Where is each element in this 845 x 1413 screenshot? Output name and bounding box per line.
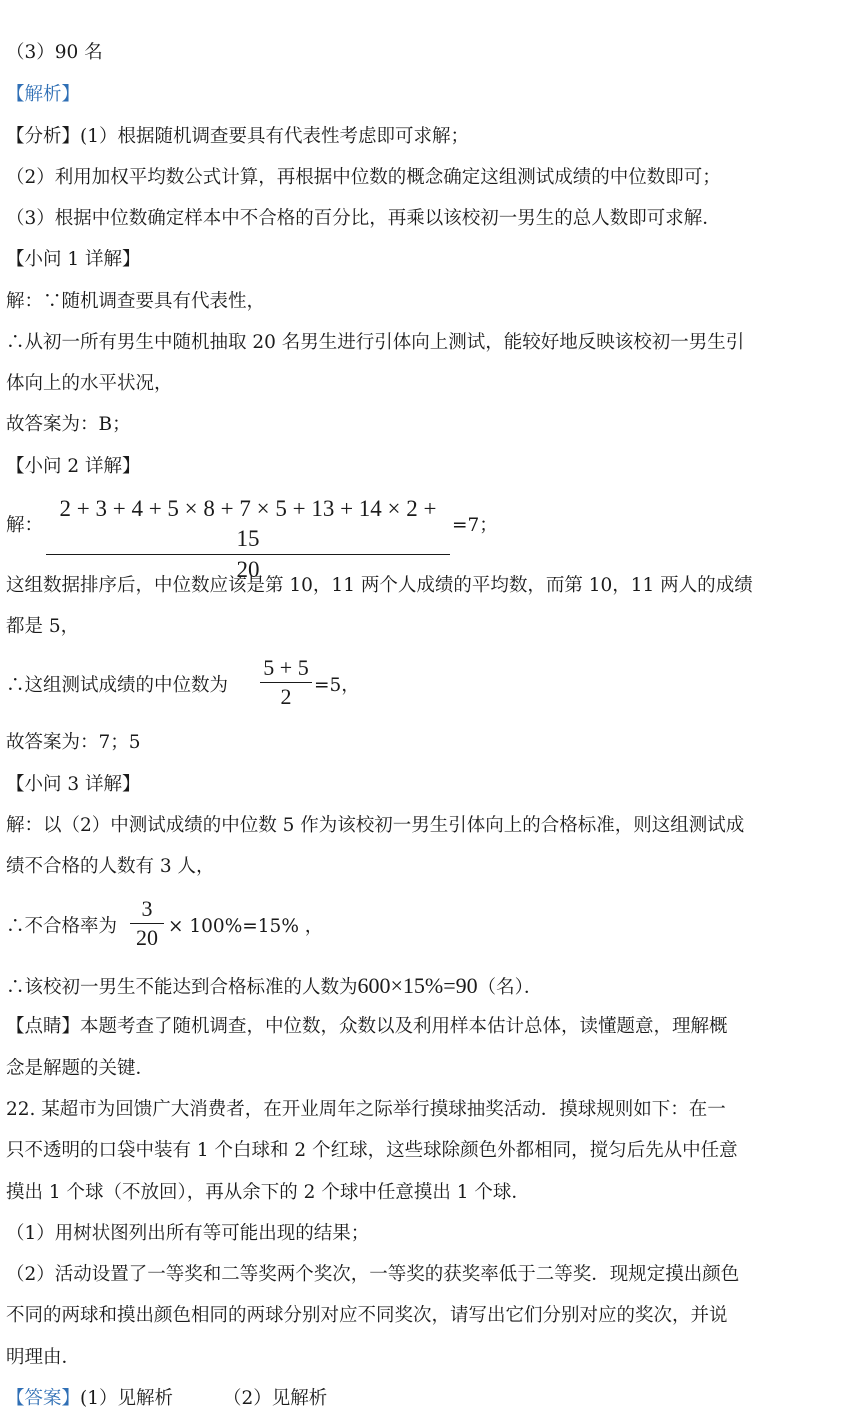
- solution-3-line-1: 解：以（2）中测试成绩的中位数 5 作为该校初一男生引体向上的合格标准，则这组测试成: [6, 815, 745, 836]
- fail-rate-result: × 100%=15% ，: [168, 916, 324, 937]
- answer-tag: 【答案】: [6, 1388, 81, 1409]
- subquestion-2-heading: 【小问 2 详解】: [6, 456, 141, 477]
- solution-2-line-2: 这组数据排序后，中位数应该是第 10，11 两个人成绩的平均数，而第 10，11 两人的成绩: [6, 575, 753, 596]
- analysis-line-3: （3）根据中位数确定样本中不合格的百分比，再乘以该校初一男生的总人数即可求解．: [6, 208, 721, 229]
- question-22-line-1: 22. 某超市为回馈广大消费者，在开业周年之际举行摸球抽奖活动．摸球规则如下：在一: [6, 1099, 726, 1120]
- question-22-line-3: 摸出 1 个球（不放回），再从余下的 2 个球中任意摸出 1 个球．: [6, 1182, 530, 1203]
- fail-rate-denominator: 20: [136, 925, 158, 950]
- mean-fraction: [46, 494, 450, 585]
- median-numerator: 5 + 5: [263, 655, 309, 680]
- solution-1-line-3: 体向上的水平状况，: [6, 373, 173, 394]
- analysis-tag: 【解析】: [6, 84, 81, 105]
- median-prefix: ∴这组测试成绩的中位数为: [6, 675, 229, 696]
- conclusion-math: 600×15%=90: [357, 973, 478, 998]
- solution-2-line-3: 都是 5，: [6, 616, 80, 637]
- question-22-part-2-line-1: （2）活动设置了一等奖和二等奖两个奖次，一等奖的获奖率低于二等奖．现规定摸出颜色: [6, 1264, 740, 1285]
- conclusion-suffix: （名）．: [477, 977, 543, 998]
- conclusion-prefix: ∴该校初一男生不能达到合格标准的人数为: [6, 977, 358, 998]
- answer-part-2: （2）见解析: [223, 1388, 328, 1409]
- answer-part-1: (1）见解析: [80, 1388, 174, 1409]
- analysis-line-2: （2）利用加权平均数公式计算，再根据中位数的概念确定这组测试成绩的中位数即可；: [6, 167, 721, 188]
- solution-2-prefix: 解：: [6, 515, 44, 536]
- question-22-part-2-line-2: 不同的两球和摸出颜色相同的两球分别对应不同奖次，请写出它们分别对应的奖次，并说: [6, 1305, 728, 1326]
- question-22-part-1: （1）用树状图列出所有等可能出现的结果；: [6, 1223, 370, 1244]
- solution-2-answer: 故答案为：7；5: [6, 732, 141, 753]
- fail-rate-fraction: [130, 895, 164, 952]
- median-fraction: [260, 654, 312, 711]
- subquestion-3-heading: 【小问 3 详解】: [6, 774, 141, 795]
- question-22-line-2: 只不透明的口袋中装有 1 个白球和 2 个红球，这些球除颜色外都相同，搅匀后先从中任意: [6, 1140, 738, 1161]
- median-result: =5，: [314, 675, 360, 696]
- solution-3-conclusion: [6, 973, 837, 1001]
- mean-numerator: 2 + 3 + 4 + 5 × 8 + 7 × 5 + 13 + 14 × 2 + 15: [59, 496, 437, 551]
- answer-line-3: （3）90 名: [6, 42, 103, 63]
- answer-line: [6, 1386, 837, 1412]
- solution-1-answer: 故答案为：B；: [6, 414, 131, 435]
- analysis-line-1: 【分析】(1）根据随机调查要具有代表性考虑即可求解；: [6, 126, 469, 147]
- subquestion-1-heading: 【小问 1 详解】: [6, 249, 141, 270]
- question-22-part-2-line-3: 明理由．: [6, 1347, 81, 1368]
- median-denominator: 2: [280, 684, 292, 709]
- comment-line-1: 【点睛】本题考查了随机调查，中位数，众数以及利用样本估计总体，读懂题意，理解概: [6, 1016, 728, 1037]
- mean-denominator: 20: [236, 557, 260, 582]
- mean-result: =7；: [452, 515, 498, 536]
- fail-rate-numerator: 3: [141, 896, 153, 921]
- solution-1-line-1: 解：∵随机调查要具有代表性，: [6, 291, 266, 312]
- comment-line-2: 念是解题的关键．: [6, 1058, 155, 1079]
- solution-1-line-2: ∴从初一所有男生中随机抽取 20 名男生进行引体向上测试，能较好地反映该校初一男生引: [6, 332, 745, 353]
- fail-rate-prefix: ∴不合格率为: [6, 916, 118, 937]
- solution-3-line-2: 绩不合格的人数有 3 人，: [6, 856, 215, 877]
